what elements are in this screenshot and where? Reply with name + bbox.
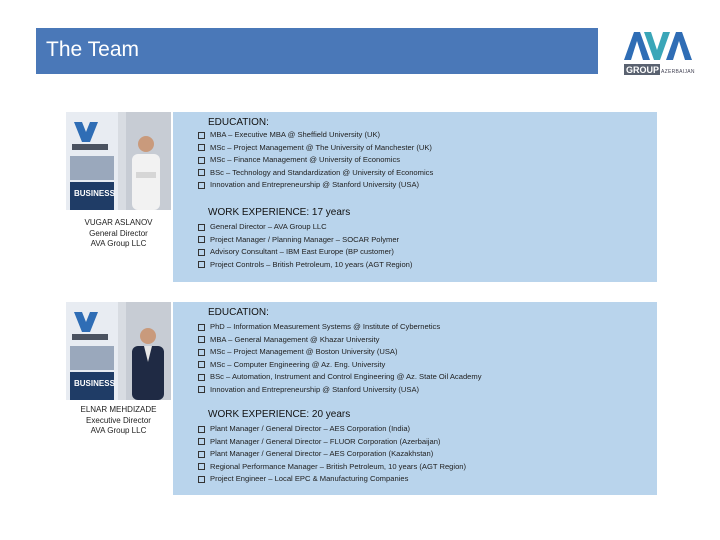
checkbox-bullet-icon	[198, 336, 205, 343]
list-item: PhD – Information Measurement Systems @ Institute of Cybernetics	[198, 321, 482, 334]
list-item: BSc – Automation, Instrument and Control Engineering @ Az. State Oil Academy	[198, 371, 482, 384]
education-list	[198, 129, 433, 192]
checkbox-bullet-icon	[198, 463, 205, 470]
list-item: Regional Performance Manager – British Petroleum, 10 years (AGT Region)	[198, 461, 466, 474]
photo-area	[64, 112, 173, 282]
svg-text:BUSINESS: BUSINESS	[74, 379, 115, 388]
member-company: AVA Group LLC	[90, 426, 147, 435]
checkbox-bullet-icon	[198, 361, 205, 368]
work-list	[198, 221, 412, 271]
list-item: Advisory Consultant – IBM East Europe (BP customer)	[198, 246, 412, 259]
checkbox-bullet-icon	[198, 349, 205, 356]
checkbox-bullet-icon	[198, 132, 205, 139]
list-item: BSc – Technology and Standardization @ University of Economics	[198, 167, 433, 180]
checkbox-bullet-icon	[198, 374, 205, 381]
work-experience-heading: WORK EXPERIENCE: 17 years	[208, 207, 351, 218]
logo-subtext: AZERBAIJAN	[661, 69, 695, 75]
list-item: Innovation and Entrepreneurship @ Stanford University (USA)	[198, 179, 433, 192]
checkbox-bullet-icon	[198, 324, 205, 331]
svg-text:BUSINESS: BUSINESS	[74, 189, 115, 198]
list-item: Plant Manager / General Director – AES Corporation (India)	[198, 423, 466, 436]
member-caption	[64, 405, 173, 437]
member-name: ELNAR MEHDIZADE	[80, 405, 157, 414]
work-list	[198, 423, 466, 486]
list-item: MSc – Project Management @ The University of Manchester (UK)	[198, 142, 433, 155]
list-item: Project Controls – British Petroleum, 10 years (AGT Region)	[198, 259, 412, 272]
checkbox-bullet-icon	[198, 169, 205, 176]
list-item: General Director – AVA Group LLC	[198, 221, 412, 234]
list-item: MSc – Finance Management @ University of Economics	[198, 154, 433, 167]
list-item: Project Engineer – Local EPC & Manufacturing Companies	[198, 473, 466, 486]
checkbox-bullet-icon	[198, 249, 205, 256]
team-member-card	[64, 112, 657, 282]
page-title: The Team	[46, 38, 139, 61]
member-role: General Director	[89, 228, 148, 238]
list-item: Plant Manager / General Director – AES Corporation (Kazakhstan)	[198, 448, 466, 461]
work-experience-heading: WORK EXPERIENCE: 20 years	[208, 409, 351, 420]
list-item: Plant Manager / General Director – FLUOR Corporation (Azerbaijan)	[198, 436, 466, 449]
company-logo	[620, 26, 696, 86]
member-role: Executive Director	[86, 415, 151, 425]
checkbox-bullet-icon	[198, 224, 205, 231]
list-item: MBA – General Management @ Khazar University	[198, 334, 482, 347]
checkbox-bullet-icon	[198, 451, 205, 458]
checkbox-bullet-icon	[198, 476, 205, 483]
member-name: VUGAR ASLANOV	[84, 218, 153, 227]
checkbox-bullet-icon	[198, 261, 205, 268]
education-heading: EDUCATION:	[208, 307, 269, 318]
education-list	[198, 321, 482, 396]
team-member-card	[64, 302, 657, 495]
title-bar	[36, 28, 598, 74]
checkbox-bullet-icon	[198, 426, 205, 433]
list-item: MSc – Computer Engineering @ Az. Eng. University	[198, 359, 482, 372]
checkbox-bullet-icon	[198, 386, 205, 393]
education-heading: EDUCATION:	[208, 117, 269, 128]
list-item: MBA – Executive MBA @ Sheffield University (UK)	[198, 129, 433, 142]
checkbox-bullet-icon	[198, 157, 205, 164]
checkbox-bullet-icon	[198, 438, 205, 445]
checkbox-bullet-icon	[198, 182, 205, 189]
checkbox-bullet-icon	[198, 236, 205, 243]
logo-group-text: GROUP	[626, 65, 660, 75]
checkbox-bullet-icon	[198, 144, 205, 151]
member-company: AVA Group LLC	[90, 239, 147, 248]
profile-photo	[66, 112, 171, 210]
list-item: MSc – Project Management @ Boston University (USA)	[198, 346, 482, 359]
photo-area	[64, 302, 173, 495]
member-caption	[64, 218, 173, 250]
ava-logo-icon	[620, 26, 696, 86]
profile-photo	[66, 302, 171, 400]
list-item: Project Manager / Planning Manager – SOCAR Polymer	[198, 234, 412, 247]
list-item: Innovation and Entrepreneurship @ Stanford University (USA)	[198, 384, 482, 397]
